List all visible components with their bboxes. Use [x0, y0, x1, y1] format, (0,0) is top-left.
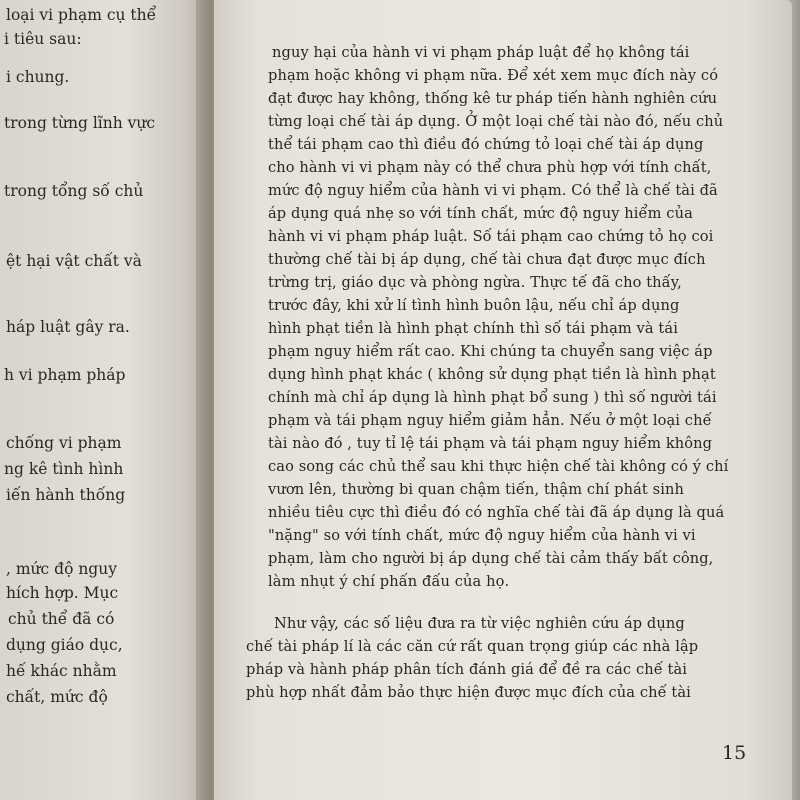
paragraph-1-line: làm nhụt ý chí phấn đấu của họ.	[268, 573, 510, 590]
paragraph-1-line: thể tái phạm cao thì điều đó chứng tỏ loại chế tài áp dụng	[268, 136, 704, 153]
left-line: chống vi phạm	[6, 434, 122, 452]
left-line: dụng giáo dục,	[6, 636, 123, 654]
left-page	[0, 0, 208, 800]
paragraph-1-line: nguy hại của hành vi vi phạm pháp luật để họ không tái	[272, 44, 690, 61]
left-line: chất, mức độ	[6, 688, 108, 706]
paragraph-1-line: "nặng" so với tính chất, mức độ nguy hiểm của hành vi vi	[268, 527, 696, 544]
paragraph-1-line: trừng trị, giáo dục và phòng ngừa. Thực tế đã cho thấy,	[268, 274, 682, 291]
page-number: 15	[722, 742, 747, 764]
left-line: hế khác nhằm	[6, 662, 117, 680]
left-line: i tiêu sau:	[4, 30, 82, 48]
paragraph-1-line: dụng hình phạt khác ( không sử dụng phạt tiền là hình phạt	[268, 366, 716, 383]
paragraph-1-line: chính mà chỉ áp dụng là hình phạt bổ sung ) thì số người tái	[268, 389, 717, 406]
left-line: loại vi phạm cụ thể	[6, 6, 157, 24]
paragraph-1-line: phạm, làm cho người bị áp dụng chế tài cảm thấy bất công,	[268, 550, 714, 567]
paragraph-1-line: vươn lên, thường bi quan chậm tiến, thậm chí phát sinh	[268, 481, 684, 498]
paragraph-2-line: chế tài pháp lí là các căn cứ rất quan trọng giúp các nhà lập	[246, 638, 699, 655]
left-line: trong tổng số chủ	[4, 182, 144, 200]
left-line: i chung.	[6, 68, 70, 86]
left-line: chủ thể đã có	[8, 610, 115, 628]
paragraph-2-line: phù hợp nhất đảm bảo thực hiện được mục đích của chế tài	[246, 684, 691, 701]
paragraph-1-line: phạm hoặc không vi phạm nữa. Để xét xem mục đích này có	[268, 67, 719, 84]
left-line: ng kê tình hình	[4, 460, 124, 478]
paragraph-1-line: từng loại chế tài áp dụng. Ở một loại chế tài nào đó, nếu chủ	[268, 113, 724, 130]
left-line: trong từng lĩnh vực	[4, 114, 156, 132]
paragraph-1-line: phạm nguy hiểm rất cao. Khi chúng ta chuyển sang việc áp	[268, 343, 713, 360]
paragraph-1-line: cho hành vi vi phạm này có thể chưa phù hợp với tính chất,	[268, 159, 712, 176]
paragraph-1-line: phạm và tái phạm nguy hiểm giảm hẳn. Nếu ở một loại chế	[268, 412, 712, 429]
left-line: h vi phạm pháp	[4, 366, 126, 384]
paragraph-1-line: cao song các chủ thể sau khi thực hiện chế tài không có ý chí	[268, 458, 729, 475]
left-line: , mức độ nguy	[6, 560, 117, 578]
left-line: hích hợp. Mục	[6, 584, 119, 602]
paragraph-1-line: tài nào đó , tuy tỉ lệ tái phạm và tái phạm nguy hiểm không	[268, 435, 713, 452]
paragraph-2-line: Như vậy, các số liệu đưa ra từ việc nghiên cứu áp dụng	[274, 615, 685, 632]
paragraph-2-line: pháp và hành pháp phân tích đánh giá để đề ra các chế tài	[246, 661, 688, 678]
left-line: háp luật gây ra.	[6, 318, 130, 336]
paragraph-1-line: hình phạt tiền là hình phạt chính thì số tái phạm và tái	[268, 320, 678, 337]
paragraph-1-line: hành vi vi phạm pháp luật. Số tái phạm cao chứng tỏ họ coi	[268, 228, 714, 245]
paragraph-1-line: nhiều tiêu cực thì điều đó có nghĩa chế tài đã áp dụng là quá	[268, 504, 725, 521]
paragraph-1-line: mức độ nguy hiểm của hành vi vi phạm. Có thể là chế tài đã	[268, 182, 718, 199]
left-line: ệt hại vật chất và	[6, 252, 142, 270]
paragraph-1-line: áp dụng quá nhẹ so với tính chất, mức độ nguy hiểm của	[268, 205, 693, 222]
paragraph-1-line: thường chế tài bị áp dụng, chế tài chưa đạt được mục đích	[268, 251, 706, 268]
left-line: iến hành thống	[6, 486, 126, 504]
paragraph-1-line: trước đây, khi xử lí tình hình buôn lậu, nếu chỉ áp dụng	[268, 297, 680, 314]
paragraph-1-line: đạt được hay không, thống kê tư pháp tiến hành nghiên cứu	[268, 90, 718, 107]
